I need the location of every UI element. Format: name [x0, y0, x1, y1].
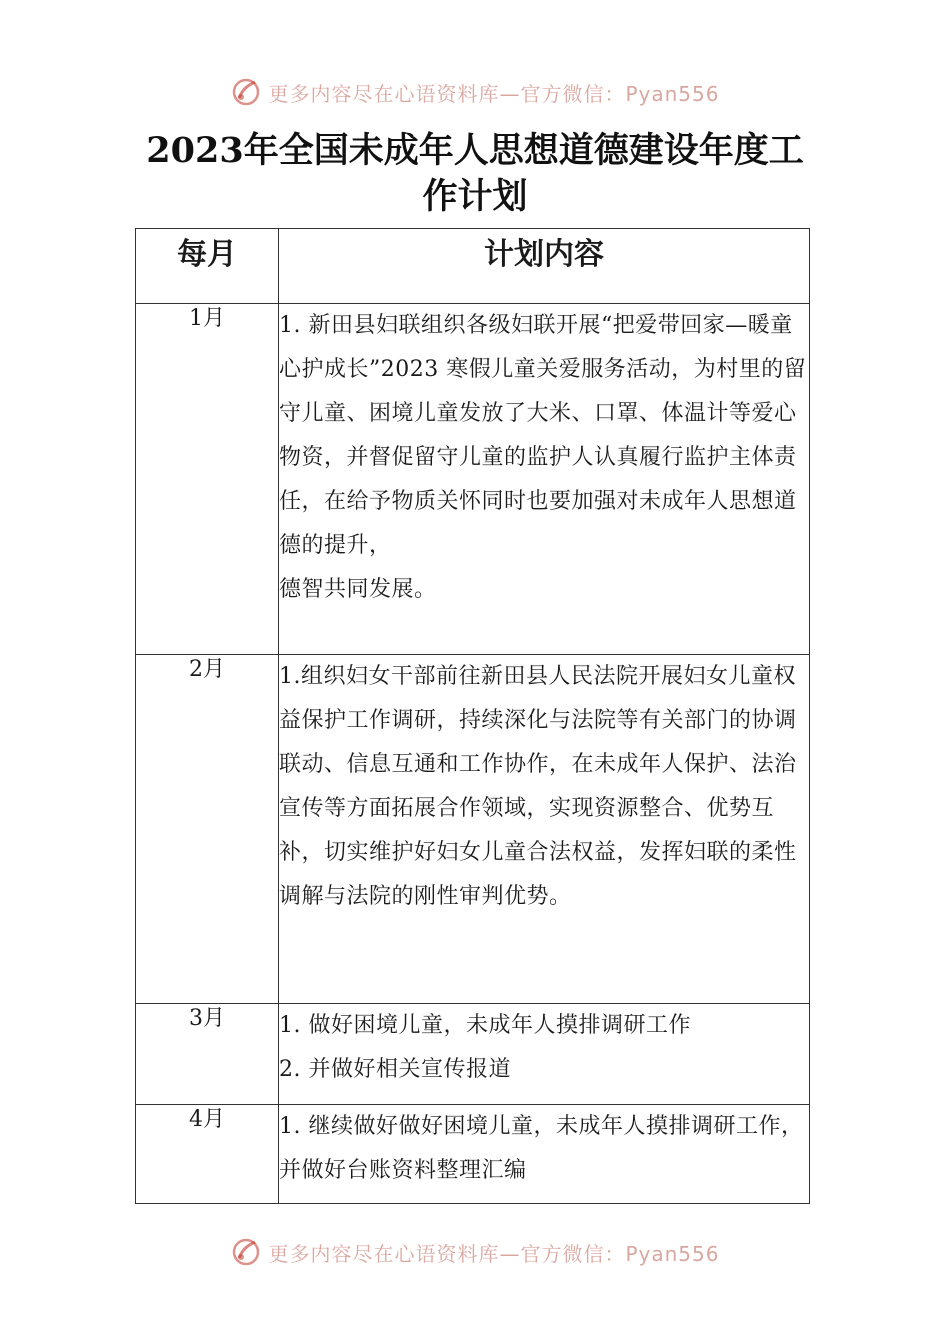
watermark-text: 更多内容尽在心语资料库—官方微信：Pyan556 — [268, 1241, 720, 1266]
content-line: 1. 做好困境儿童，未成年人摸排调研工作 — [279, 1013, 691, 1038]
content-line: 1. 继续做好做好困境儿童，未成年人摸排调研工作，并做好台账资料整理汇编 — [279, 1114, 804, 1183]
content-cell — [279, 655, 810, 1004]
table-row — [136, 304, 810, 655]
month-cell: 2月 — [136, 655, 279, 1004]
content-line: 1. 新田县妇联组织各级妇联开展“把爱带回家—暖童心护成长”2023 寒假儿童关爱服务活动，为村里的留守儿童、困境儿童发放了大米、口罩、体温计等爱心物资，并督促留守儿童的监护人认真履行监护主体责任，在给予物质关怀同时也要加强对未成年人思想道德的提升， — [279, 313, 807, 558]
watermark-text: 更多内容尽在心语资料库—官方微信：Pyan556 — [268, 81, 720, 106]
header-month: 每月 — [136, 229, 279, 304]
page-title: 2023年全国未成年人思想道德建设年度工作计划 — [146, 130, 804, 217]
month-cell: 1月 — [136, 304, 279, 655]
content-cell — [279, 1004, 810, 1105]
month-cell: 4月 — [136, 1105, 279, 1204]
content-cell — [279, 304, 810, 655]
plan-table — [135, 228, 810, 1204]
content-line: 2. 并做好相关宣传报道 — [279, 1057, 511, 1082]
content-line: 1.组织妇女干部前往新田县人民法院开展妇女儿童权益保护工作调研，持续深化与法院等有关部门的协调联动、信息互通和工作协作，在未成年人保护、法治宣传等方面拓展合作领域，实现资源整合、优势互补，切实维护好妇女儿童合法权益，发挥妇联的柔性调解与法院的刚性审判优势。 — [279, 664, 797, 909]
watermark-banner-bottom — [0, 1232, 950, 1272]
month-cell: 3月 — [136, 1004, 279, 1105]
table-row — [136, 655, 810, 1004]
brush-logo-icon — [230, 1236, 262, 1268]
brush-logo-icon — [230, 76, 262, 108]
table-row — [136, 1004, 810, 1105]
watermark-banner-top — [0, 72, 950, 112]
content-cell — [279, 1105, 810, 1204]
header-content: 计划内容 — [279, 229, 810, 304]
table-header-row — [136, 229, 810, 304]
content-line: 德智共同发展。 — [279, 577, 437, 602]
table-row — [136, 1105, 810, 1204]
